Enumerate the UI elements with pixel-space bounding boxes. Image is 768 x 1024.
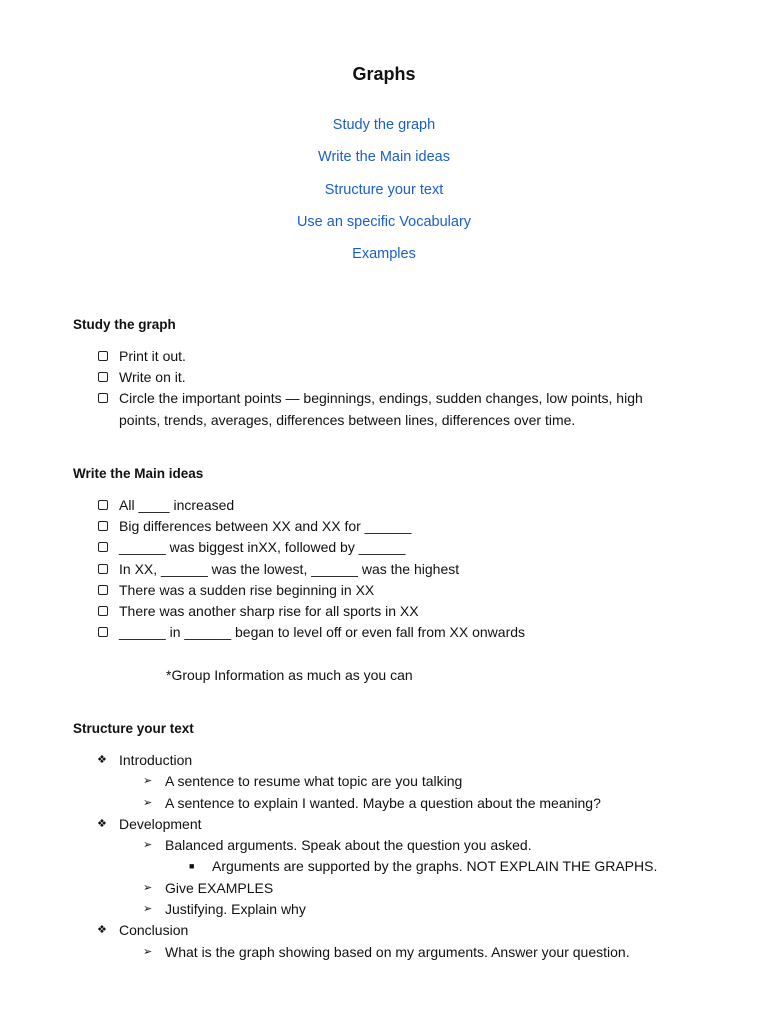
list-item: There was a sudden rise beginning in XX xyxy=(97,580,525,601)
toc-item xyxy=(0,179,768,211)
checkbox[interactable] xyxy=(98,585,108,595)
toc-link-vocabulary[interactable]: Use an specific Vocabulary xyxy=(296,213,472,230)
section-heading-study: Study the graph xyxy=(73,317,176,332)
outline-subitem: ➢ Balanced arguments. Speak about the question you asked. xyxy=(97,835,657,856)
toc-link-structure[interactable]: Structure your text xyxy=(324,181,444,198)
arrowhead-bullet-icon: ➢ xyxy=(143,945,153,958)
toc-link-examples[interactable]: Examples xyxy=(352,246,416,263)
list-item: ______ was biggest inXX, followed by ______ xyxy=(97,537,525,558)
outline-subitem: ➢ What is the graph showing based on my arguments. Answer your question. xyxy=(97,942,657,963)
outline-item-development: ❖ Development xyxy=(97,814,657,835)
checkbox[interactable] xyxy=(98,393,108,403)
square-bullet-icon: ■ xyxy=(189,861,195,872)
outline-subitem: ➢ Give EXAMPLES xyxy=(97,878,657,899)
toc-item xyxy=(0,243,768,275)
toc-item xyxy=(0,114,768,146)
section-heading-structure: Structure your text xyxy=(73,721,194,736)
checklist-study xyxy=(97,346,643,431)
checkbox[interactable] xyxy=(98,542,108,552)
section-heading-main-ideas: Write the Main ideas xyxy=(73,466,204,481)
toc-item xyxy=(0,211,768,243)
checkbox[interactable] xyxy=(98,500,108,510)
group-info-note: *Group Information as much as you can xyxy=(166,667,413,683)
outline-item-introduction: ❖ Introduction xyxy=(97,750,657,771)
page-title: Graphs xyxy=(352,64,416,84)
diamond-bullet-icon: ❖ xyxy=(97,754,107,766)
list-item: All ____ increased xyxy=(97,495,525,516)
diamond-bullet-icon: ❖ xyxy=(97,817,107,830)
arrowhead-bullet-icon: ➢ xyxy=(143,839,153,852)
outline-subsubitem: ■ Arguments are supported by the graphs. NOT EXPLAIN THE GRAPHS. xyxy=(97,856,657,877)
list-item: In XX, ______ was the lowest, ______ was the highest xyxy=(97,559,525,580)
outline-subitem: ➢ A sentence to resume what topic are you talking xyxy=(97,771,657,792)
checkbox[interactable] xyxy=(98,606,108,616)
diamond-bullet-icon: ❖ xyxy=(97,924,107,937)
toc-link-study-graph[interactable]: Study the graph xyxy=(332,117,436,133)
list-item: Print it out. xyxy=(97,346,643,367)
arrowhead-bullet-icon: ➢ xyxy=(143,796,153,809)
outline-item-conclusion: ❖ Conclusion xyxy=(97,920,657,941)
checklist-main-ideas xyxy=(97,495,525,643)
list-item: ______ in ______ began to level off or even fall from XX onwards xyxy=(97,622,525,643)
arrowhead-bullet-icon: ➢ xyxy=(143,881,153,894)
structure-outline xyxy=(97,750,657,963)
toc-item xyxy=(0,146,768,178)
list-item: Big differences between XX and XX for ______ xyxy=(97,516,525,537)
checkbox[interactable] xyxy=(98,627,108,637)
checkbox[interactable] xyxy=(98,372,108,382)
table-of-contents xyxy=(0,114,768,275)
list-item: Circle the important points — beginnings, endings, sudden changes, low points, high points, trends, averages, differences between lines, differences over time. xyxy=(97,388,643,430)
arrowhead-bullet-icon: ➢ xyxy=(143,903,153,916)
checkbox[interactable] xyxy=(98,564,108,574)
arrowhead-bullet-icon: ➢ xyxy=(143,775,153,788)
list-item: Write on it. xyxy=(97,367,643,388)
checkbox[interactable] xyxy=(98,351,108,361)
outline-subitem: ➢ A sentence to explain I wanted. Maybe a question about the meaning? xyxy=(97,793,657,814)
toc-link-main-ideas[interactable]: Write the Main ideas xyxy=(318,149,450,166)
outline-subitem: ➢ Justifying. Explain why xyxy=(97,899,657,920)
checkbox[interactable] xyxy=(98,521,108,531)
list-item: There was another sharp rise for all sports in XX xyxy=(97,601,525,622)
